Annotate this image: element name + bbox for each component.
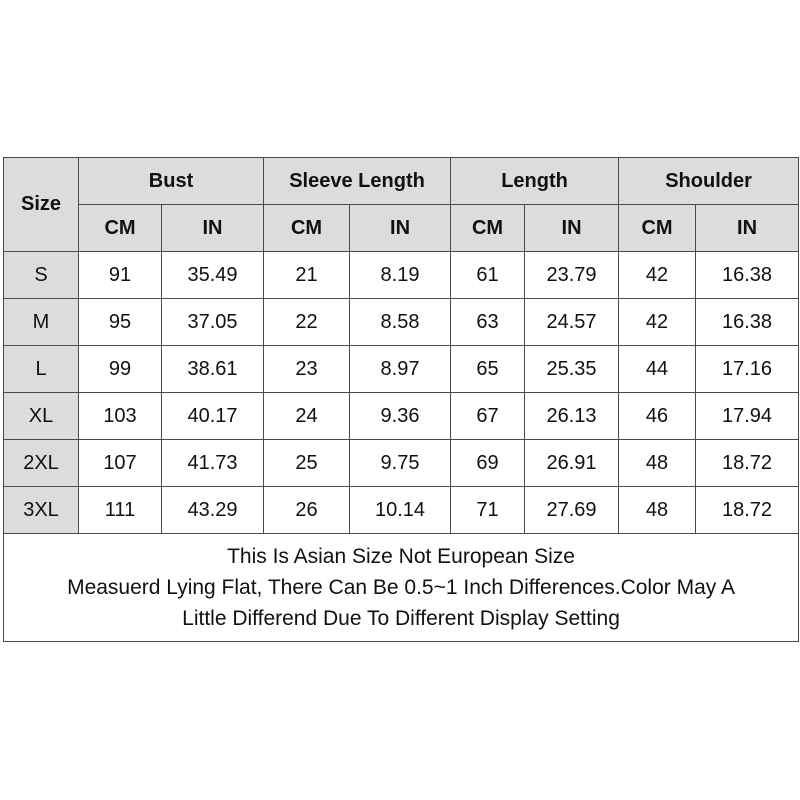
table-cell: 69 [451, 440, 525, 487]
size-note [4, 534, 799, 642]
table-cell: 35.49 [162, 252, 264, 299]
table-cell: 71 [451, 487, 525, 534]
table-cell: 22 [264, 299, 350, 346]
note-line: This Is Asian Size Not European Size [227, 545, 575, 568]
unit-header: CM [264, 205, 350, 252]
table-cell: 61 [451, 252, 525, 299]
size-label: S [4, 252, 79, 299]
table-cell: 37.05 [162, 299, 264, 346]
table-cell: 8.58 [350, 299, 451, 346]
header-row-groups [4, 158, 799, 205]
table-cell: 42 [619, 252, 696, 299]
header-row-units [4, 205, 799, 252]
table-cell: 25.35 [525, 346, 619, 393]
table-cell: 95 [79, 299, 162, 346]
group-header-bust: Bust [79, 158, 264, 205]
table-cell: 23 [264, 346, 350, 393]
table-row [4, 299, 799, 346]
table-cell: 63 [451, 299, 525, 346]
table-cell: 8.19 [350, 252, 451, 299]
table-cell: 43.29 [162, 487, 264, 534]
table-cell: 41.73 [162, 440, 264, 487]
unit-header: CM [451, 205, 525, 252]
table-cell: 17.16 [696, 346, 799, 393]
table-cell: 99 [79, 346, 162, 393]
table-row [4, 487, 799, 534]
note-line: Measuerd Lying Flat, There Can Be 0.5~1 Inch Differences.Color May A [67, 576, 735, 599]
table-cell: 46 [619, 393, 696, 440]
table-row [4, 440, 799, 487]
table-cell: 18.72 [696, 440, 799, 487]
table-cell: 107 [79, 440, 162, 487]
table-cell: 44 [619, 346, 696, 393]
size-label: 3XL [4, 487, 79, 534]
table-cell: 21 [264, 252, 350, 299]
group-header-length: Length [451, 158, 619, 205]
table-cell: 17.94 [696, 393, 799, 440]
unit-header: IN [162, 205, 264, 252]
unit-header: CM [619, 205, 696, 252]
table-cell: 23.79 [525, 252, 619, 299]
table-cell: 18.72 [696, 487, 799, 534]
table-cell: 16.38 [696, 299, 799, 346]
table-cell: 103 [79, 393, 162, 440]
table-cell: 48 [619, 440, 696, 487]
size-label: XL [4, 393, 79, 440]
table-cell: 16.38 [696, 252, 799, 299]
table-cell: 10.14 [350, 487, 451, 534]
unit-header: IN [525, 205, 619, 252]
size-chart-table [3, 157, 799, 642]
table-cell: 24.57 [525, 299, 619, 346]
size-label: 2XL [4, 440, 79, 487]
note-row [4, 534, 799, 642]
table-cell: 38.61 [162, 346, 264, 393]
table-cell: 26.13 [525, 393, 619, 440]
table-cell: 27.69 [525, 487, 619, 534]
group-header-sleeve-length: Sleeve Length [264, 158, 451, 205]
table-row [4, 393, 799, 440]
table-cell: 91 [79, 252, 162, 299]
table-cell: 65 [451, 346, 525, 393]
table-cell: 26.91 [525, 440, 619, 487]
size-header: Size [4, 158, 79, 252]
unit-header: CM [79, 205, 162, 252]
table-cell: 40.17 [162, 393, 264, 440]
size-label: L [4, 346, 79, 393]
unit-header: IN [350, 205, 451, 252]
table-cell: 24 [264, 393, 350, 440]
table-cell: 26 [264, 487, 350, 534]
table-cell: 8.97 [350, 346, 451, 393]
table-cell: 111 [79, 487, 162, 534]
group-header-shoulder: Shoulder [619, 158, 799, 205]
size-label: M [4, 299, 79, 346]
table-cell: 9.36 [350, 393, 451, 440]
table-cell: 9.75 [350, 440, 451, 487]
table-cell: 42 [619, 299, 696, 346]
note-line: Little Differend Due To Different Display Setting [182, 607, 620, 630]
unit-header: IN [696, 205, 799, 252]
table-cell: 67 [451, 393, 525, 440]
table-row [4, 346, 799, 393]
table-row [4, 252, 799, 299]
table-cell: 48 [619, 487, 696, 534]
table-cell: 25 [264, 440, 350, 487]
